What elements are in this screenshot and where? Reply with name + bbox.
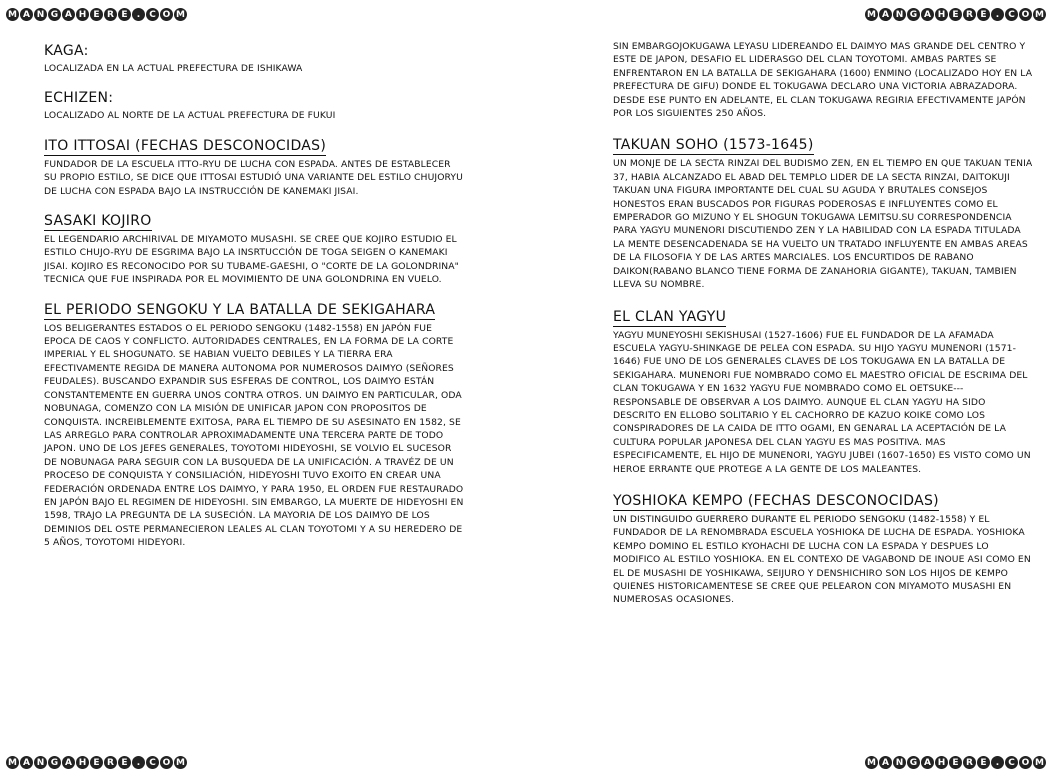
- section-ito-ittosai: [44, 135, 464, 198]
- section-intro: [613, 40, 1033, 120]
- section-yoshioka-kempo: [613, 490, 1033, 607]
- section-echizen: [44, 87, 464, 122]
- section-body: LOS BELIGERANTES ESTADOS O EL PERIODO SENGOKU (1482-1558) EN JAPÓN FUE EPOCA DE CAOS Y CONFLICTO. AUTORIDADES CENTRALES, EN LA FORMA DE LA CORTE IMPERIAL Y EL SHOGUNATO. SE HABIAN VUELTO DEBILES Y LA TIERRA ERA EFECTIVAMENTE REGIDA DE MANERA AUTONOMA POR NUMEROSOS DAIMYO (SEÑORES FEUDALES). BUSCANDO EXPANDIR SUS ESFERAS DE CONTROL, LOS DAIMYO ESTÁN CONSTANTEMENTE EN GUERRA UNOS CONTRA OTROS. UN DAIMYO EN PARTICULAR, ODA NOBUNAGA, COMENZO CON LA MISIÓN DE UNIFICAR JAPON CON PROPOSITOS DE CONQUISTA. INCREIBLEMENTE EXITOSA, PARA EL TIEMPO DE SU ASESINATO EN 1582, SE LAS ARREGLO PARA CONTROLAR APROXIMADAMENTE UNA TERCERA PARTE DE TODO JAPON. UNO DE LOS JEFES GENERALES, TOYOTOMI HIDEYOSHI, SE VOLVIO EL SUCESOR DE NOBUNAGA PARA SEGUIR CON LA BUSQUEDA DE LA UNIFICACIÓN. A TRAVÉZ DE UN PROCESO DE CONQUISTA Y CONSILIACIÓN, HIDEYOSHI TUVO EXOITO EN CREAR UNA FEDERACIÓN ORDENADA ENTRE LOS DAIMYO, Y PARA 1950, EL ORDEN FUE RESTAURADO EN JAPÓN BAJO EL REGIMEN DE HIDEYOSHI. SIN EMBARGO, LA MUERTE DE HIDEYOSHI EN 1598, TRAJO LA PREGUNTA DE LA SUSECIÓN. LA MAYORIA DE LOS DAIMYO DE LOS DEMINIOS DEL OSTE PERMANECIERON LEALES AL CLAN TOYOTOMI Y A SU HEREDERO DE 5 AÑOS, TOYOTOMI HIDEYORI.: [44, 322, 464, 549]
- left-column: [44, 40, 464, 562]
- section-body: YAGYU MUNEYOSHI SEKISHUSAI (1527-1606) FUE EL FUNDADOR DE LA AFAMADA ESCUELA YAGYU-SHINKAGE DE PELEA CON ESPADA. SU HIJO YAGYU MUNENORI (1571-1646) FUE UNO DE LOS GENERALES CLAVES DE LOS TOKUGAWA EN LA BATALLA DE SEKIGAHARA. MUNENORI FUE NOMBRADO COMO EL MAESTRO OFICIAL DE ESCRIMA DEL CLAN TOKUGAWA Y EN 1632 YAGYU FUE NOMBRADO COMO EL OETSUKE--- RESPONSABLE DE OBSERVAR A LOS DAIMYO. AUNQUE EL CLAN YAGYU HA SIDO DESCRITO EN ELLOBO SOLITARIO Y EL CACHORRO DE KAZUO KOIKE COMO LOS CONSPIRADORES DE LA CAIDA DE ITTO OGAMI, EN GENARAL LA ACEPTACIÓN DE LA CULTURA POPULAR JAPONESA DEL CLAN YAGYU ES MAS POSITIVA. MAS ESPECIFICAMENTE, EL HIJO DE MUNENORI, YAGYU JUBEI (1607-1650) ES VISTO COMO UN HEROE ERRANTE QUE PROTEGE A LA GENTE DE LOS MALEANTES.: [613, 329, 1031, 475]
- section-sasaki-kojiro: [44, 210, 464, 287]
- section-body: EL LEGENDARIO ARCHIRIVAL DE MIYAMOTO MUSASHI. SE CREE QUE KOJIRO ESTUDIO EL ESTILO CHUJO-RYU DE ESGRIMA BAJO LA INSRTUCCIÓN DE TOGA SEIGEN O KANEMAKI JISAI. KOJIRO ES RECONOCIDO POR SU TUBAME-GAESHI, O "CORTE DE LA GOLONDRINA" TECNICA QUE FUE INSPIRADA POR EL MOVIMIENTO DE UNA GOLONDRINA EN VUELO.: [44, 234, 459, 286]
- section-body: UN MONJE DE LA SECTA RINZAI DEL BUDISMO ZEN, EN EL TIEMPO EN QUE TAKUAN TENIA 37, HABIA ALCANZADO EL ABAD DEL TEMPLO LIDER DE LA SECTA RINZAI, DAITOKUJI TAKUAN UNA FIGURA IMPORTANTE DEL CUAL SU AGUDA Y BRUTALES CONSEJOS HONESTOS ERAN BUSCADOS POR FIGURAS PODEROSAS E INFLUYENTES COMO EL EMPERADOR GO MIZUNO Y EL SHOGUN TOKUGAWA LEMITSU.SU CORRESPONDENCIA PARA YAGYU MUNENORI DISCUTIENDO ZEN Y LA HABILIDAD CON LA ESPADA TITULADA LA MENTE DESENCADENADA SE HA VUELTO UN TRATADO INFLUYENTE EN AMBAS AREAS DE LA FILOSOFIA Y DE LAS ARTES MARCIALES. LOS ENCURTIDOS DE RABANO DAIKON(RABANO BLANCO TIENE FORMA DE ZANAHORIA GIGANTE), TAKUAN, TAMBIEN LLEVA SU NOMBRE.: [613, 158, 1033, 291]
- watermark-logo: M A N G A H E R E . C O M: [6, 756, 187, 769]
- section-body: SIN EMBARGOJOKUGAWA LEYASU LIDEREANDO EL DAIMYO MAS GRANDE DEL CENTRO Y ESTE DE JAPON, DESAFIO EL LIDERASGO DEL CLAN TOYOTOMI. AMBAS PARTES SE ENFRENTARON EN LA BATALLA DE SEKIGAHARA (1600) ENMINO (LOCALIZADO HOY EN LA PREFECTURA DE GIFU) DONDE EL TOKUGAWA DECLARO UNA VICTORIA ABRAZADORA. DESDE ESE PUNTO EN ADELANTE, EL CLAN TOKUGAWA REGIRIA EFECTIVAMENTE JAPÓN POR LOS SIGUIENTES 250 AÑOS.: [613, 41, 1033, 120]
- section-body: LOCALIZADA EN LA ACTUAL PREFECTURA DE ISHIKAWA: [44, 63, 303, 74]
- section-title: ITO ITTOSAI (FECHAS DESCONOCIDAS): [44, 137, 327, 154]
- section-yagyu-clan: [613, 306, 1033, 476]
- section-title: EL PERIODO SENGOKU Y LA BATALLA DE SEKIGAHARA: [44, 301, 436, 318]
- section-body: FUNDADOR DE LA ESCUELA ITTO-RYU DE LUCHA CON ESPADA. ANTES DE ESTABLECER SU PROPIO ESTILO, SE DICE QUE ITTOSAI ESTUDIÓ UNA VARIANTE DEL ESTILO CHUJORYU DE LUCHA CON ESPADA BAJO LA INSTRUCCIÓN DE KANEMAKI JISAI.: [44, 158, 463, 197]
- right-page: [525, 0, 1050, 781]
- section-title: YOSHIOKA KEMPO (FECHAS DESCONOCIDAS): [613, 492, 939, 509]
- watermark-logo: M A N G A H E R E . C O M: [6, 8, 187, 21]
- section-sengoku: [44, 299, 464, 550]
- right-column: [613, 40, 1033, 621]
- section-title: KAGA:: [44, 43, 89, 59]
- section-title: SASAKI KOJIRO: [44, 213, 152, 230]
- section-title: TAKUAN SOHO (1573-1645): [613, 137, 814, 154]
- section-body: UN DISTINGUIDO GUERRERO DURANTE EL PERIODO SENGOKU (1482-1558) Y EL FUNDADOR DE LA RENOMBRADA ESCUELA YOSHIOKA DE LUCHA DE ESPADA. YOSHIOKA KEMPO DOMINO EL ESTILO KYOHACHI DE LUCHA CON LA ESPADA Y DESPUES LO MODIFICO AL ESTILO YOSHIOKA. EN EL CONTEXO DE VAGABOND DE INOUE ASI COMO EN EL DE MUSASHI DE YOSHIKAWA, SEIJURO Y DENSHICHIRO SON LOS HIJOS DE KEMPO QUIENES HISTORICAMENTESE SE CREE QUE PELEARON CON MIYAMOTO MUSASHI EN NUMEROSAS OCASIONES.: [613, 513, 1031, 606]
- section-body: LOCALIZADO AL NORTE DE LA ACTUAL PREFECTURA DE FUKUI: [44, 110, 336, 122]
- section-title: ECHIZEN:: [44, 90, 114, 107]
- section-title: EL CLAN YAGYU: [613, 308, 727, 325]
- section-takuan-soho: [613, 134, 1033, 291]
- watermark-logo: M A N G A H E R E . C O M: [865, 8, 1046, 21]
- section-kaga: [44, 40, 464, 75]
- watermark-logo: M A N G A H E R E . C O M: [865, 756, 1046, 769]
